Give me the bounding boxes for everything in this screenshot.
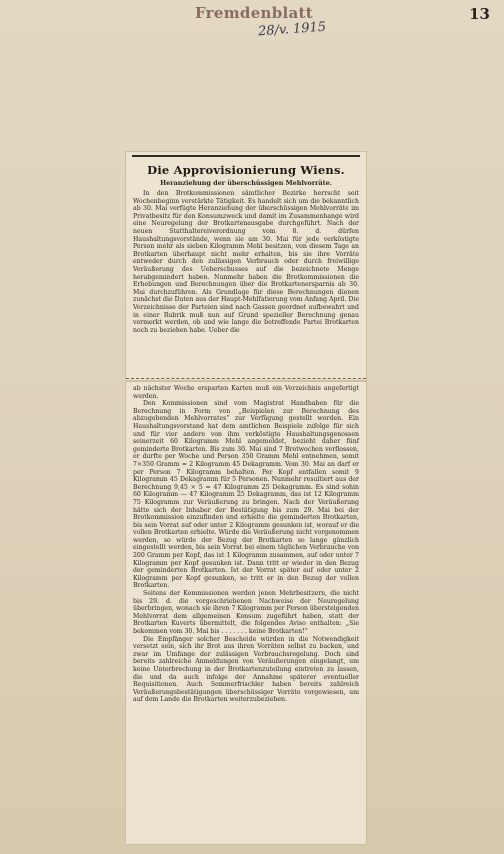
paragraph: Die Empfänger solcher Bescheide würden in die Notwendigkeit versetzt sein, sich ihr Brot aus ihren Vorräten selbst zu backen, und zwar im Umfange der zulässigen Verbrauchsregelung. Doch sind bereits zahlreiche Anmeldungen von Veräußerungen eingelangt, um keine Unterbrechung in der Brotkartenzuteilung eintreten zu lassen, die und da auch infolge der Annahme späterer eventueller Requisitionen. Auch Sommerfrischler haben bereits zahlreich Veräußerungsbestätigungen überschüssiger Vorräte vorgewiesen, um auf dem Lande die Brotkarten weiterzubeziehen. [133, 635, 359, 704]
article-body-part2 [126, 382, 366, 704]
paragraph: Den Kommissionen sind vom Magistrat Handhaben für die Berechnung in Form von „Beispielen zur Berechnung des abzugebenden Mehlvorrates“ zur Verfügung gestellt worden. Ein Haushaltungsvorstand hat dem amtlichen Beispiele zufolge für sich und für vier andere von ihm verköstigte Haushaltungsgenossen seinerzeit 60 Kilogramm Mehl angemeldet, bezieht daher fünf geminderte Brotkarten. Bis zum 30. Mai sind 7 Brotwochen verflossen, er durfte per Woche und Person 350 Gramm Mehl entnehmen, somit 7×350 Gramm = 2 Kilogramm 45 Dekagramm. Vom 30. Mai an darf er per Person 7 Kilogramm behalten. Per Kopf entfallen somit 9 Kilogramm 45 Dekagramm für 5 Personen. Nunmehr resultiert aus der Berechnung 9,45 × 5 = 47 Kilogramm 25 Dekagramm. Es sind sohin 60 Kilogramm — 47 Kilogramm 25 Dekagramm, das ist 12 Kilogramm 75 Kilogramm zur Veräußerung zu bringen. Nach der Veräußerung hätte sich der Inhaber der Bestätigung bis zum 29. Mai bei der Brotkommission einzufinden und erhielte die geminderten Brotkarten, bis sein Vorrat auf oder unter 2 Kilogramm gesunken ist, worauf er die vollen Brotkarten erhielte. Würde die Veräußerung nicht vorgenommen werden, so würde der Bezug der Brotkarten so lange gänzlich eingestellt werden, bis sein Vorrat bei einem täglichen Verbrauche von 200 Gramm per Kopf, das ist 1 Kilogramm zusammen, auf oder unter 7 Kilogramm per Kopf gesunken ist. Dann tritt er wieder in den Bezug der geminderten Brotkarten. Ist der Vorrat später auf oder unter 2 Kilogramm per Kopf gesunken, so tritt er in den Bezug der vollen Brotkarten. [133, 400, 359, 590]
page-number: 13 [469, 5, 490, 23]
masthead [0, 2, 504, 26]
article-clipping-top [126, 152, 366, 380]
headline-rule [132, 155, 360, 157]
handwritten-date: 28/v. 1915 [257, 19, 327, 40]
paragraph: ab nächster Woche ersparten Karten muß ein Verzeichnis angefertigt werden. [133, 385, 359, 400]
article-subheadline: Heranziehung der überschüssigen Mehlvorräte. [160, 179, 332, 187]
paragraph: In den Brotkommissionen sämtlicher Bezirke herrscht seit Wochenbeginn verstärkte Tätigkeit. Es handelt sich um die bekanntlich ab 30. Mai verfügte Heranziehung der überschüssigen Mehlvorräte im Privatbesitz für den Konsumzweck und damit im Zusammenhange wird eine Neuregelung der Brotkartenausgabe durchgeführt. Nach der neuen Statthaltereiverordnung vom 8. d. dürfen Haushaltungsvorstände, wenn sie am 30. Mai für jede verköstigte Person mehr als sieben Kilogramm Mehl besitzen, von diesem Tage an Brotkarten überhaupt nicht mehr erhalten, bis sie ihre Vorräte entweder durch den zulässigen Verbrauch oder durch freiwillige Veräußerung des Ueberschusses auf die bezeichnete Menge herabgemindert haben. Nunmehr haben die Brotkommissionen die Erhebungen und Berechnungen über die Brotkartenersparnis ab 30. Mai durchzuführen. Als Grundlage für diese Berechnungen dienen zunächst die Daten aus der Haupt-Mehlfatierung vom Anfang April. Die Verzeichnisse der Parteien sind nach Gassen geordnet aufbewahrt und in einer Rubrik muß nun auf Grund spezieller Berechnung genau vermerkt werden, ob und wie lange die betreffende Partei Brotkarten noch zu beziehen habe. Ueber die [133, 190, 359, 334]
article-headline: Die Approvisionierung Wiens. [147, 163, 345, 177]
article-body-part1 [126, 190, 366, 334]
paragraph: Seitens der Kommissionen werden jenen Mehrbesitzern, die nicht bis 29. d. die vorgeschriebenen Nachweise der Neuregelung überbringen, wonach sie ihren 7 Kilogramm per Person übersteigenden Mehlvorrat dem allgemeinen Konsum zugeführt haben, statt der Brotkarten Kuverts übermittelt, die folgendes Aviso enthalten: „Sie bekommen vom 30. Mai bis . . . . . . . keine Brotkarten!“ [133, 590, 359, 635]
masthead-title: Fremdenblatt [195, 4, 314, 22]
article-clipping-bottom [126, 382, 366, 844]
